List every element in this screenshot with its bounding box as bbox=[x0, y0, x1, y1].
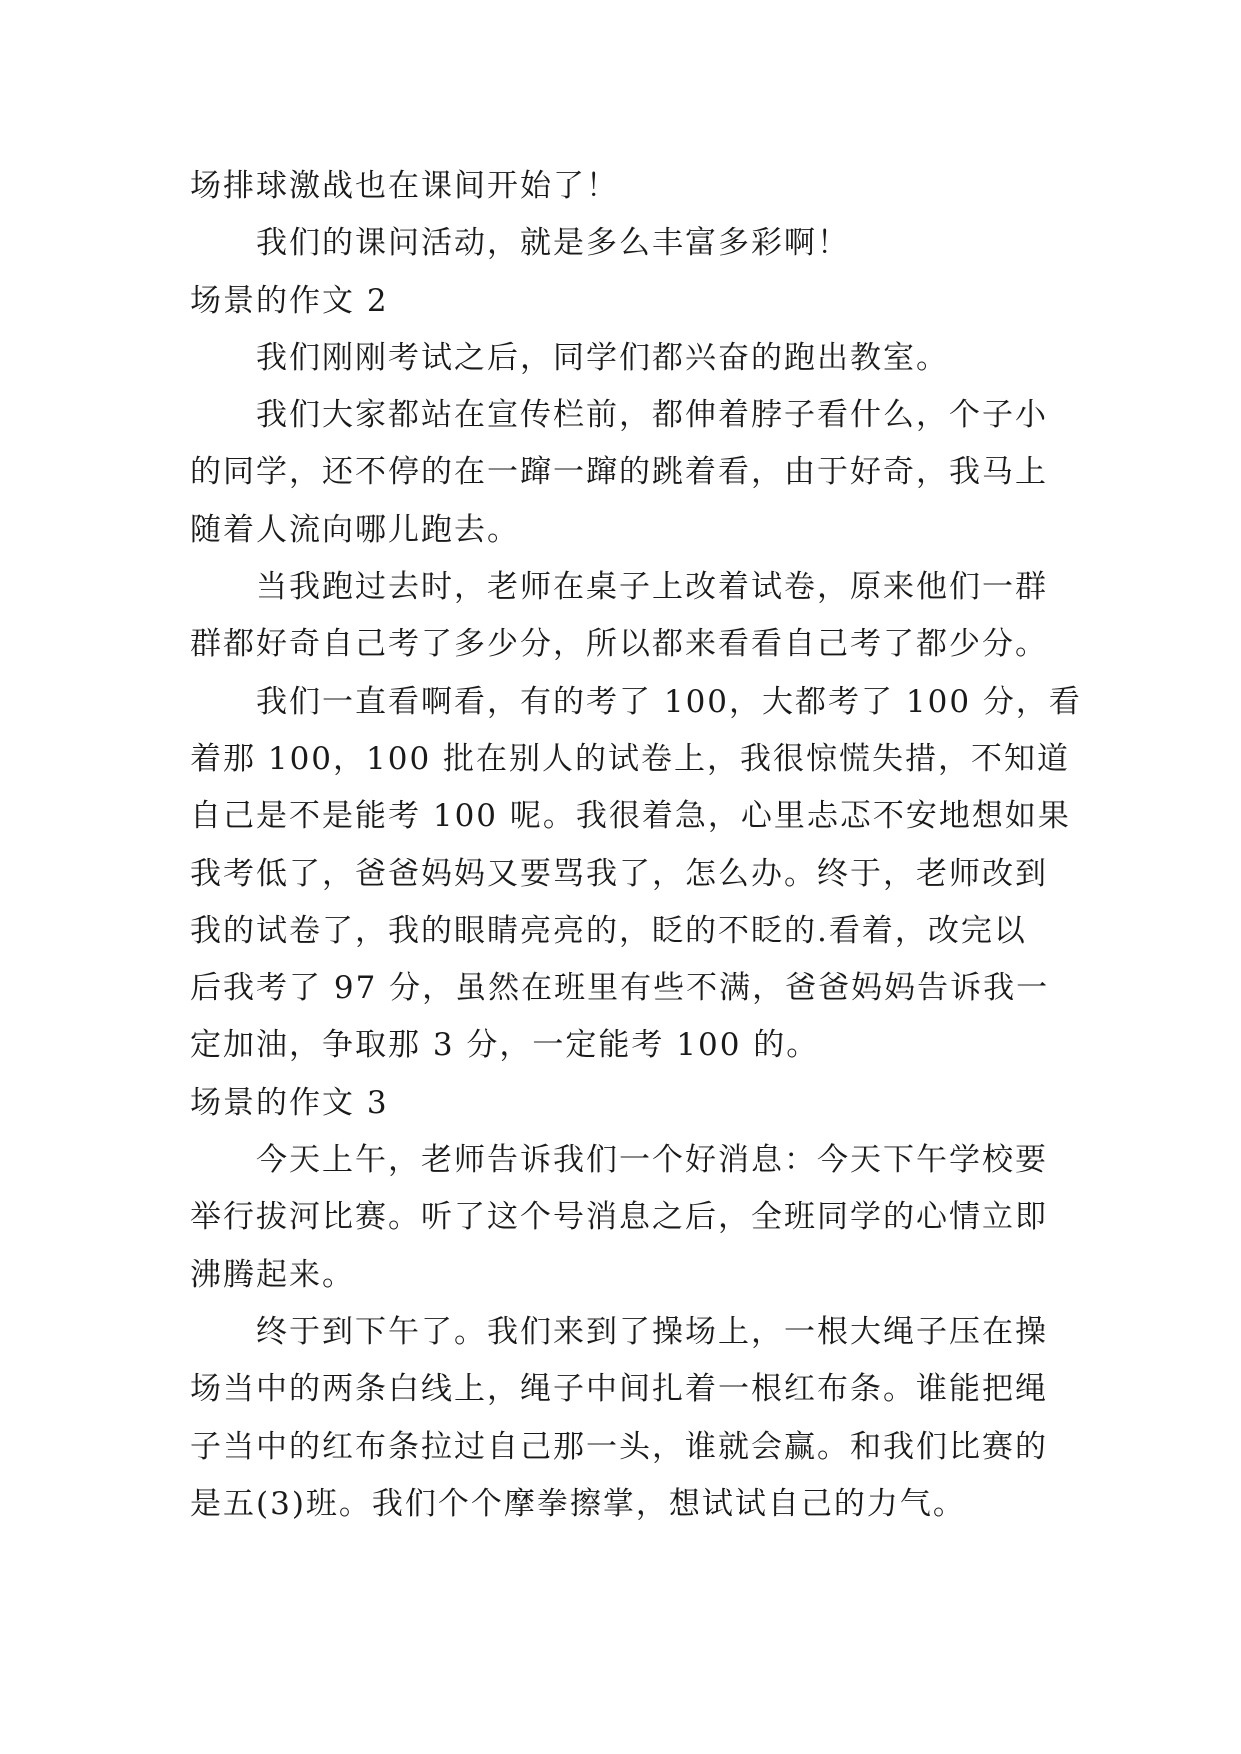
text-line: 举行拔河比赛。听了这个号消息之后，全班同学的心情立即 bbox=[190, 1199, 1048, 1236]
text-line: 子当中的红布条拉过自己那一头，谁就会赢。和我们比赛的 bbox=[190, 1428, 1048, 1465]
text-line: 是五(3)班。我们个个摩拳擦掌，想试试自己的力气。 bbox=[190, 1485, 966, 1522]
text-line: 后我考了 97 分，虽然在班里有些不满，爸爸妈妈告诉我一 bbox=[190, 970, 1050, 1007]
text-line: 场排球激战也在课间开始了！ bbox=[190, 168, 619, 204]
text-line: 场当中的两条白线上，绳子中间扎着一根红布条。谁能把绳 bbox=[190, 1371, 1048, 1408]
text-line: 的同学，还不停的在一蹿一蹿的跳着看，由于好奇，我马上 bbox=[190, 454, 1048, 491]
section-heading: 场景的作文 2 bbox=[190, 282, 389, 319]
text-line: 我们刚刚考试之后，同学们都兴奋的跑出教室。 bbox=[256, 339, 949, 376]
text-line: 群都好奇自己考了多少分，所以都来看看自己考了都少分。 bbox=[190, 626, 1048, 663]
text-line: 定加油，争取那 3 分，一定能考 100 的。 bbox=[190, 1027, 820, 1064]
text-line: 着那 100，100 批在别人的试卷上，我很惊慌失措，不知道 bbox=[190, 740, 1071, 777]
text-line: 我们的课问活动，就是多么丰富多彩啊！ bbox=[256, 225, 850, 262]
text-line: 当我跑过去时，老师在桌子上改着试卷，原来他们一群 bbox=[256, 569, 1048, 606]
document-body bbox=[190, 158, 1082, 1533]
text-line: 我们一直看啊看，有的考了 100，大都考了 100 分，看 bbox=[256, 683, 1082, 720]
text-line: 沸腾起来。 bbox=[190, 1256, 355, 1293]
text-line: 我的试卷了，我的眼睛亮亮的，眨的不眨的.看着，改完以 bbox=[190, 912, 1027, 949]
text-line: 我们大家都站在宣传栏前，都伸着脖子看什么，个子小 bbox=[256, 397, 1048, 434]
text-line: 随着人流向哪儿跑去。 bbox=[190, 511, 520, 548]
text-line: 我考低了，爸爸妈妈又要骂我了，怎么办。终于，老师改到 bbox=[190, 855, 1048, 892]
text-line: 终于到下午了。我们来到了操场上，一根大绳子压在操 bbox=[256, 1313, 1048, 1350]
section-heading: 场景的作文 3 bbox=[190, 1084, 389, 1121]
text-line: 今天上午，老师告诉我们一个好消息：今天下午学校要 bbox=[256, 1142, 1048, 1179]
text-line: 自己是不是能考 100 呢。我很着急，心里忐忑不安地想如果 bbox=[190, 798, 1071, 835]
